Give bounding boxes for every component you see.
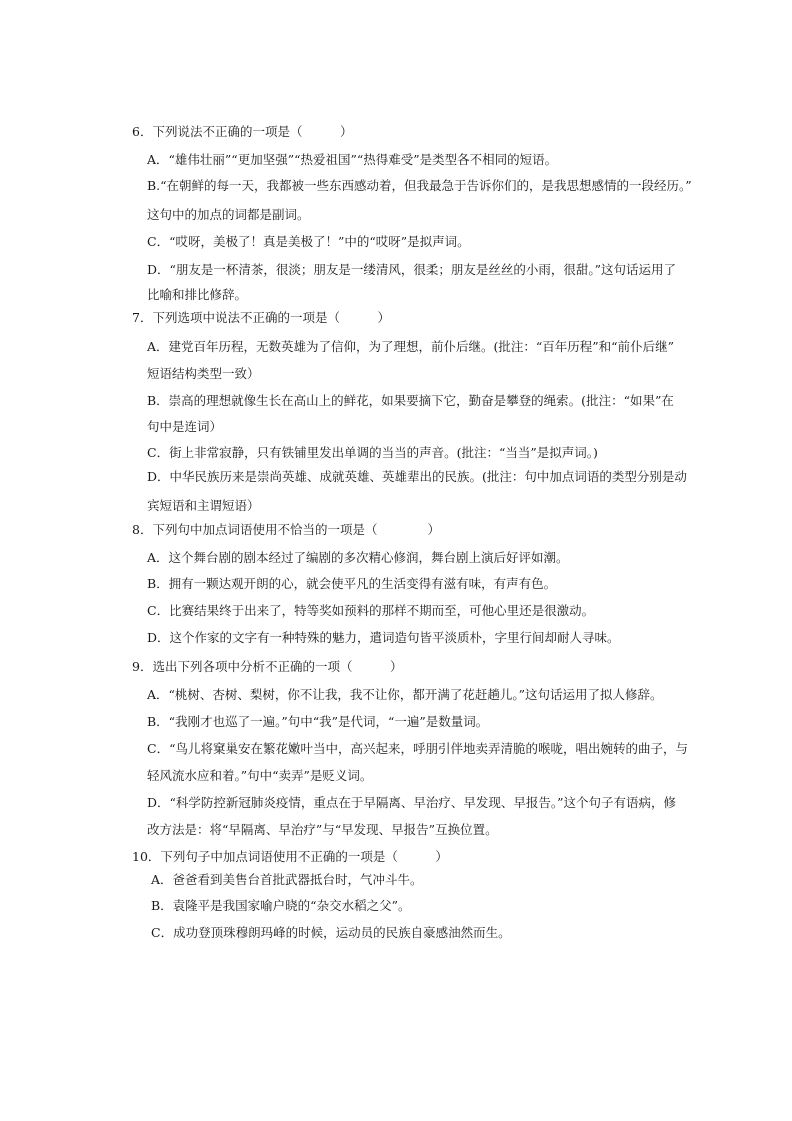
question-10-stem: 10．下列句子中加点词语使用不正确的一项是（ ） <box>132 849 448 864</box>
question-6-option-b: B.“在朝鲜的每一天，我都被一些东西感动着，但我最急于告诉你们的，是我思想感情的一段经历。” <box>147 178 692 193</box>
question-8-option-b: B．拥有一颗达观开朗的心，就会使平凡的生活变得有滋有味，有声有色。 <box>147 576 557 591</box>
question-8-option-d: D．这个作家的文字有一种特殊的魅力，遣词造句皆平淡质朴，字里行间却耐人寻味。 <box>147 630 620 645</box>
question-7-option-a: A．建党百年历程，无数英雄为了信仰，为了理想，前仆后继。(批注：“百年历程”和“前仆后继” <box>147 339 674 354</box>
question-9-option-b: B．“我刚才也巡了一遍。”句中“我”是代词，“一遍”是数量词。 <box>147 714 489 729</box>
question-10-option-c: C．成功登顶珠穆朗玛峰的时候，运动员的民族自豪感油然而生。 <box>151 925 511 940</box>
question-10-option-b: B．袁隆平是我国家喻户晓的“杂交水稻之父”。 <box>151 898 411 913</box>
question-7-stem: 7．下列选项中说法不正确的一项是（ ） <box>132 310 390 325</box>
question-6-option-c: C．“哎呀，美极了！真是美极了！”中的“哎呀”是拟声词。 <box>147 234 470 249</box>
question-9-option-c-cont: 轻风流水应和着。”句中“卖弄”是贬义词。 <box>147 768 373 783</box>
question-7-option-d-cont: 宾短语和主谓短语） <box>147 498 260 513</box>
question-6-option-d-cont: 比喻和排比修辞。 <box>147 287 248 302</box>
question-7-option-c: C．街上非常寂静，只有铁铺里发出单调的当当的声音。(批注：“当当”是拟声词。) <box>147 445 598 460</box>
question-10-option-a: A．爸爸看到美售台首批武器抵台时，气冲斗牛。 <box>151 872 423 887</box>
question-7-option-b-cont: 句中是连词） <box>147 419 223 434</box>
question-6-stem: 6．下列说法不正确的一项是（ ） <box>132 124 353 139</box>
question-9-option-a: A．“桃树、杏树、梨树，你不让我，我不让你，都开满了花赶趟儿。”这句话运用了拟人修辞。 <box>147 687 663 702</box>
question-6-option-d: D．“朋友是一杯清茶，很淡；朋友是一缕清风，很柔；朋友是丝丝的小雨，很甜。”这句话运用了 <box>147 262 677 277</box>
question-9-stem: 9．选出下列各项中分析不正确的一项（ ） <box>132 659 403 674</box>
question-6-option-a: A．“雄伟壮丽”“更加坚强”“热爱祖国”“热得难受”是类型各不相同的短语。 <box>147 152 558 167</box>
question-9-option-d: D．“科学防控新冠肺炎疫情，重点在于早隔离、早治疗、早发现、早报告。”这个句子有语病，修 <box>147 795 677 810</box>
question-8-option-c: C．比赛结果终于出来了，特等奖如预料的那样不期而至，可他心里还是很激动。 <box>147 603 595 618</box>
question-8-stem: 8．下列句中加点词语使用不恰当的一项是（ ） <box>132 522 440 537</box>
question-6-option-b-cont: 这句中的加点的词都是副词。 <box>147 207 310 222</box>
question-9-option-c: C．“鸟儿将窠巢安在繁花嫩叶当中，高兴起来，呼朋引伴地卖弄清脆的喉咙，唱出婉转的曲子，与 <box>147 741 688 756</box>
question-7-option-b: B．崇高的理想就像生长在高山上的鲜花，如果要摘下它，勤奋是攀登的绳索。(批注：“如果”在 <box>147 393 674 408</box>
question-7-option-a-cont: 短语结构类型一致） <box>147 366 260 381</box>
question-7-option-d: D．中华民族历来是崇尚英雄、成就英雄、英雄辈出的民族。(批注：句中加点词语的类型分别是动 <box>147 469 687 484</box>
question-8-option-a: A．这个舞台剧的剧本经过了编剧的多次精心修润，舞台剧上演后好评如潮。 <box>147 550 569 565</box>
question-9-option-d-cont: 改方法是：将“早隔离、早治疗”与“早发现、早报告”互换位置。 <box>147 822 498 837</box>
